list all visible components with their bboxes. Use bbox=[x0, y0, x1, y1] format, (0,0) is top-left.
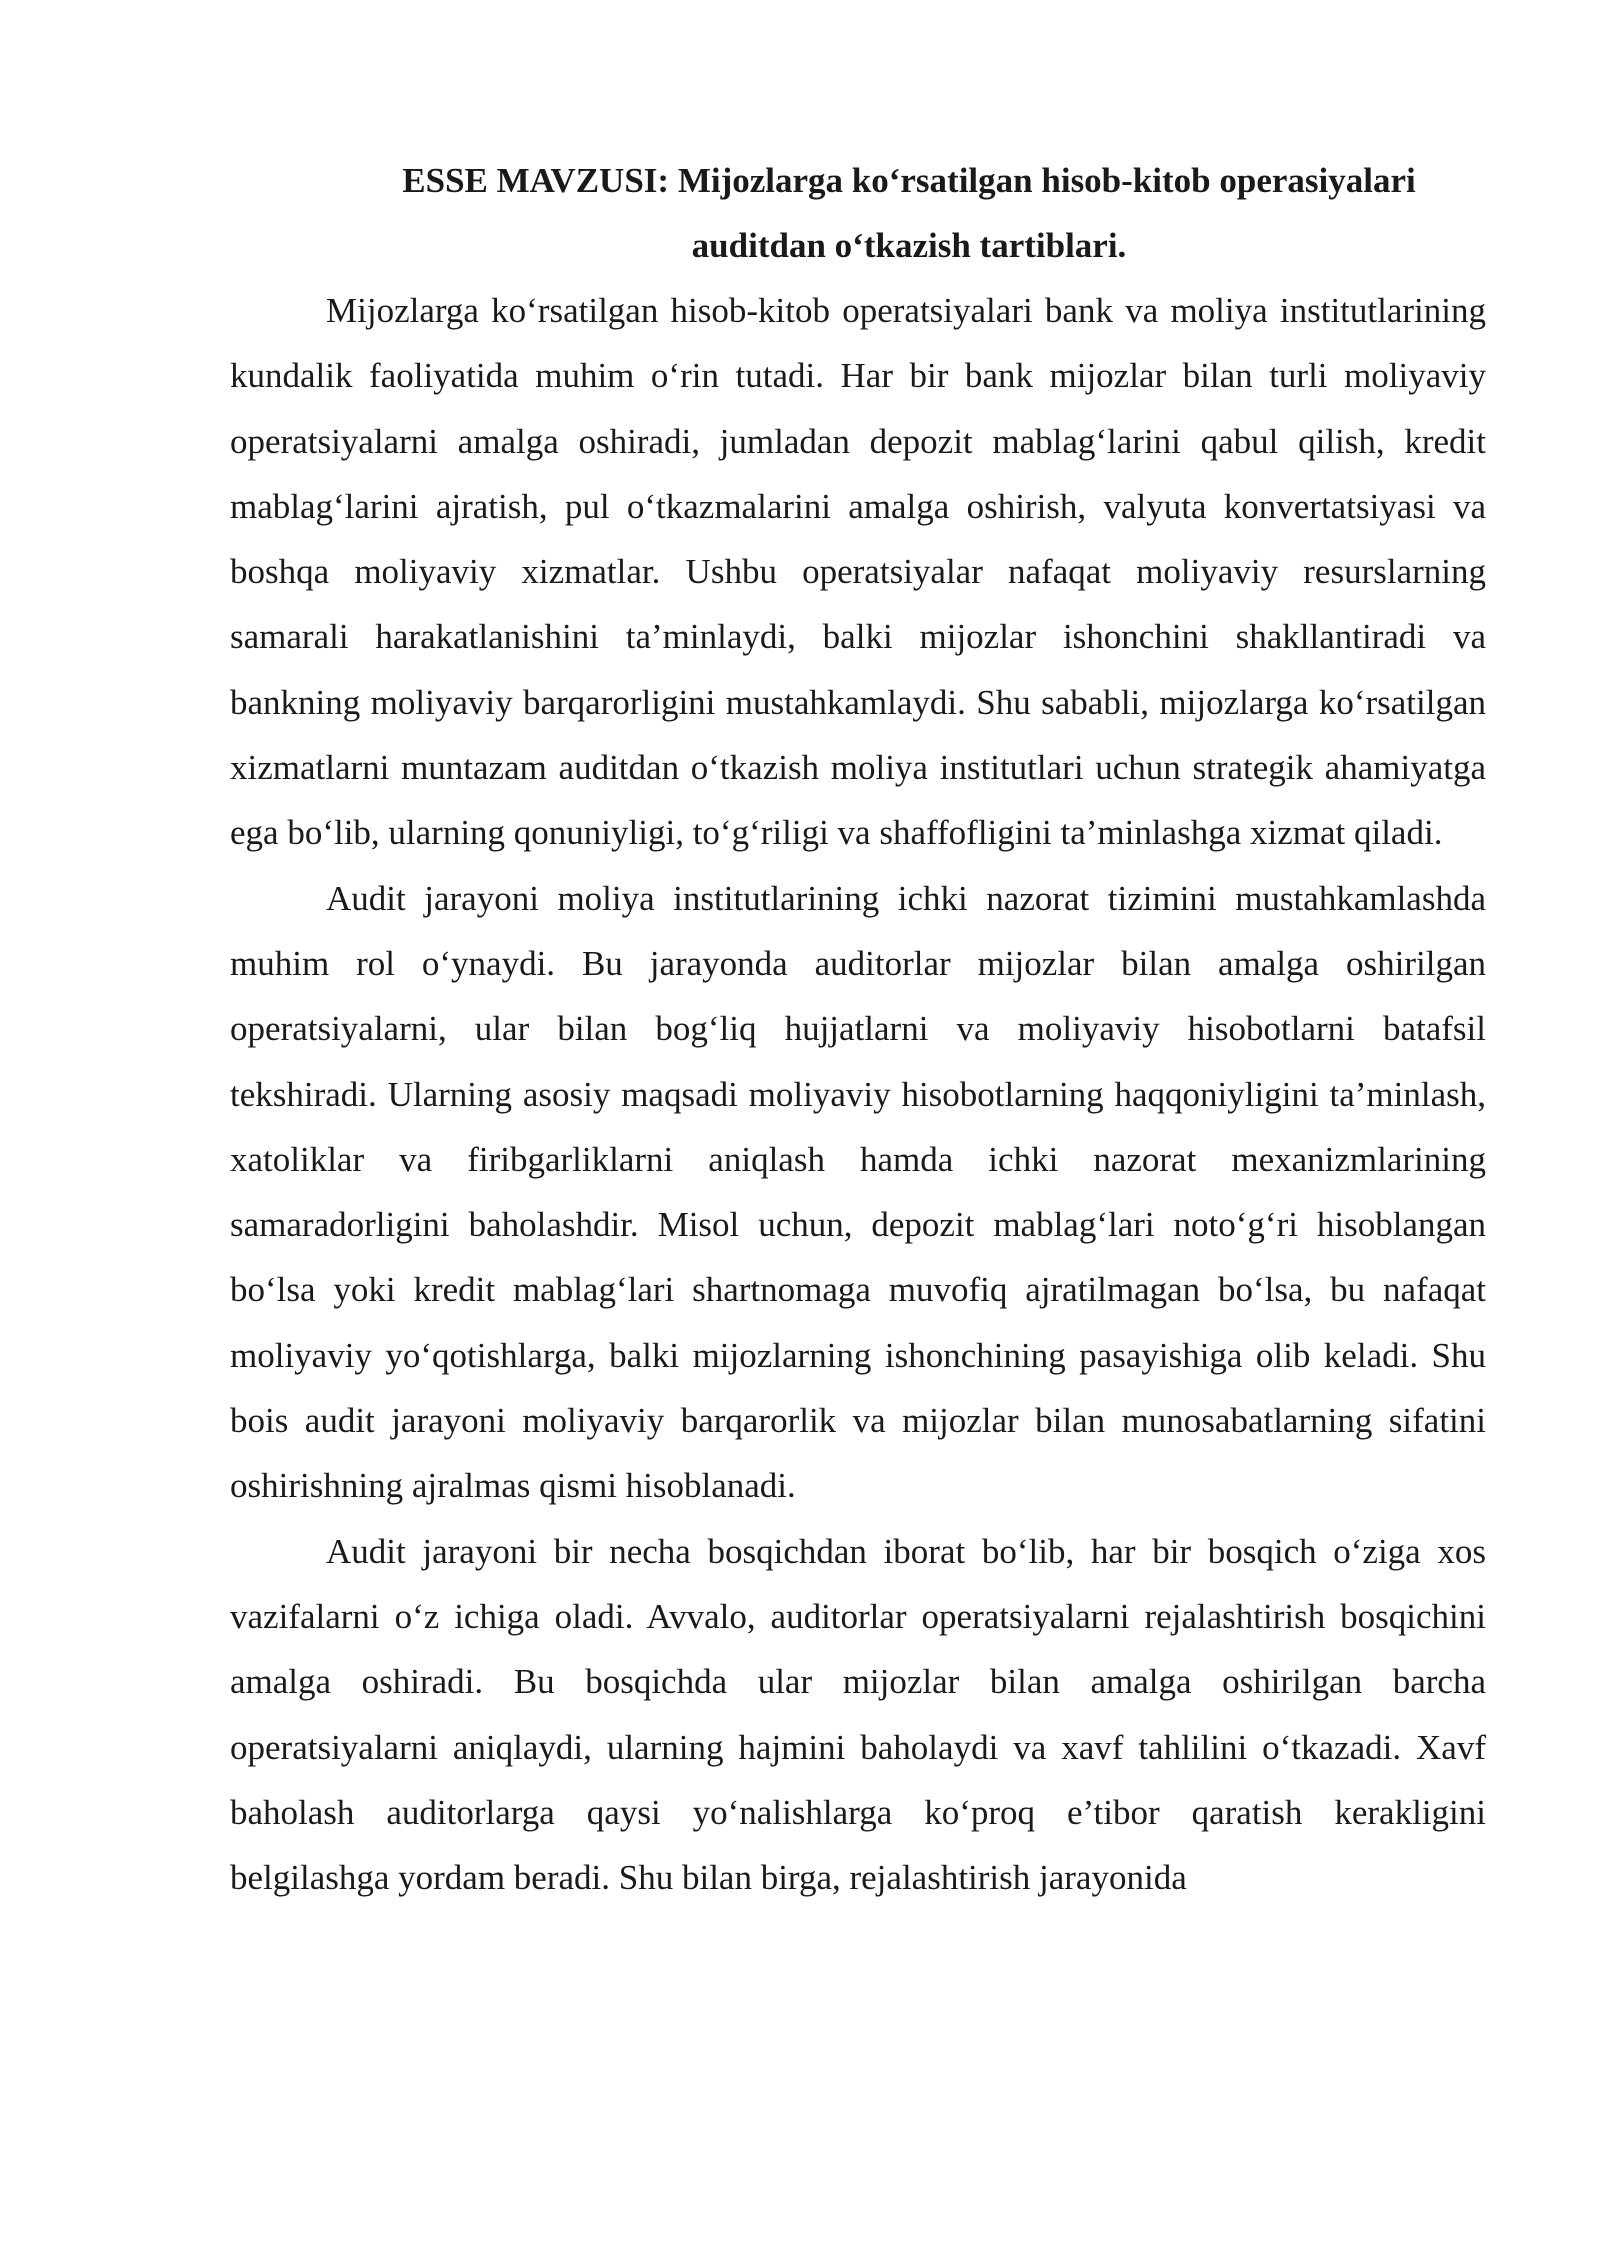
essay-title-line-2: auditdan o‘tkazish tartiblari. bbox=[691, 226, 1127, 265]
paragraph-1: Mijozlarga ko‘rsatilgan hisob-kitob operatsiyalari bank va moliya institutlarining kundalik faoliyatida muhim o‘rin tutadi. Har bir bank mijozlar bilan turli moliyaviy operatsiyalarni amalga oshiradi, jumladan depozit mablag‘larini qabul qilish, kredit mablag‘larini ajratish, pul o‘tkazmalarini amalga oshirish, valyuta konvertatsiyasi va boshqa moliyaviy xizmatlar. Ushbu operatsiyalar nafaqat moliyaviy resurslarning samarali harakatlanishini ta’minlaydi, balki mijozlar ishonchini shakllantiradi va bankning moliyaviy barqarorligini mustahkamlaydi. Shu sababli, mijozlarga ko‘rsatilgan xizmatlarni muntazam auditdan o‘tkazish moliya institutlari uchun strategik ahamiyatga ega bo‘lib, ularning qonuniyligi, to‘g‘riligi va shaffofligini ta’minlashga xizmat qiladi. bbox=[230, 291, 1486, 853]
document-body bbox=[230, 148, 1486, 1910]
essay-title bbox=[230, 148, 1486, 278]
paragraph-3: Audit jarayoni bir necha bosqichdan iborat bo‘lib, har bir bosqich o‘ziga xos vazifalarni o‘z ichiga oladi. Avvalo, auditorlar operatsiyalarni rejalashtirish bosqichini amalga oshiradi. Bu bosqichda ular mijozlar bilan amalga oshirilgan barcha operatsiyalarni aniqlaydi, ularning hajmini baholaydi va xavf tahlilini o‘tkazadi. Xavf baholash auditorlarga qaysi yo‘nalishlarga ko‘proq e’tibor qaratish kerakligini belgilashga yordam beradi. Shu bilan birga, rejalashtirish jarayonida bbox=[230, 1531, 1486, 1898]
paragraph-2: Audit jarayoni moliya institutlarining ichki nazorat tizimini mustahkamlashda muhim rol o‘ynaydi. Bu jarayonda auditorlar mijozlar bilan amalga oshirilgan operatsiyalarni, ular bilan bog‘liq hujjatlarni va moliyaviy hisobotlarni batafsil tekshiradi. Ularning asosiy maqsadi moliyaviy hisobotlarning haqqoniyligini ta’minlash, xatoliklar va firibgarliklarni aniqlash hamda ichki nazorat mexanizmlarining samaradorligini baholashdir. Misol uchun, depozit mablag‘lari noto‘g‘ri hisoblangan bo‘lsa yoki kredit mablag‘lari shartnomaga muvofiq ajratilmagan bo‘lsa, bu nafaqat moliyaviy yo‘qotishlarga, balki mijozlarning ishonchining pasayishiga olib keladi. Shu bois audit jarayoni moliyaviy barqarorlik va mijozlar bilan munosabatlarning sifatini oshirishning ajralmas qismi hisoblanadi. bbox=[230, 878, 1486, 1506]
essay-title-line-1: ESSE MAVZUSI: Mijozlarga ko‘rsatilgan hisob-kitob operasiyalari bbox=[402, 161, 1416, 200]
